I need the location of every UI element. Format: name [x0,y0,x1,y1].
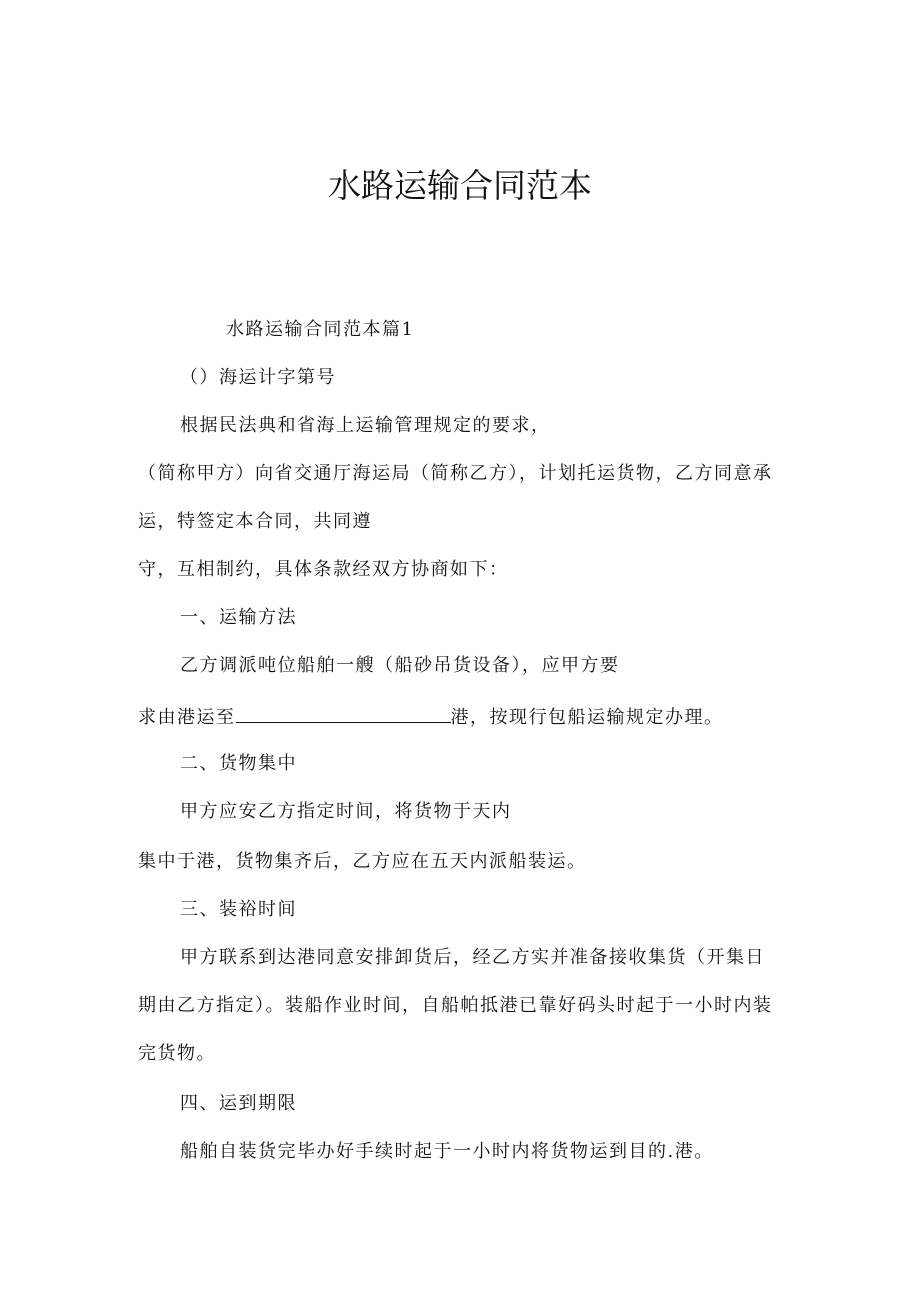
section-1-line-1: 乙方调派吨位船舶一艘（船砂吊货设备），应甲方要 [180,655,620,676]
section-2-line-1: 甲方应安乙方指定时间，将货物于天内 [180,801,512,822]
section-4-heading: 四、运到期限 [180,1093,297,1114]
section-3-heading: 三、装裕时间 [180,899,297,920]
section-2-heading: 二、货物集中 [180,753,297,774]
section-3-line-1: 甲方联系到达港同意安排卸货后，经乙方实并准备接收集货（开集日 [180,947,765,968]
section-1-line-2-suffix: 港，按现行包船运输规定办理。 [450,707,724,728]
intro-line-1: 根据民法典和省海上运输管理规定的要求， [180,415,551,436]
intro-line-2: （简称甲方）向省交通厅海运局（简称乙方），计划托运货物，乙方同意承 [138,463,773,484]
section-3-line-3: 完货物。 [138,1043,216,1064]
intro-line-3: 运，特签定本合同，共同遵 [138,511,372,532]
section-1-line-2 [138,704,724,730]
fill-in-blank [236,704,451,723]
contract-number: （）海运计字第号 [180,367,336,388]
section-1-heading: 一、运输方法 [180,607,297,628]
intro-line-4: 守，互相制约，具体条款经双方协商如下： [138,559,509,580]
section-1-line-2-prefix: 求由港运至 [138,707,236,728]
document-title: 水路运输合同范本 [328,166,592,205]
document-subtitle: 水路运输合同范本篇1 [226,319,415,340]
section-2-line-2: 集中于港，货物集齐后，乙方应在五天内派船装运。 [138,851,587,872]
section-3-line-2: 期由乙方指定）。装船作业时间，自船帕抵港已靠好码头时起于一小时内装 [138,995,773,1016]
section-4-line-1: 船舶自装货完毕办好手续时起于一小时内将货物运到目的.港。 [180,1141,714,1162]
